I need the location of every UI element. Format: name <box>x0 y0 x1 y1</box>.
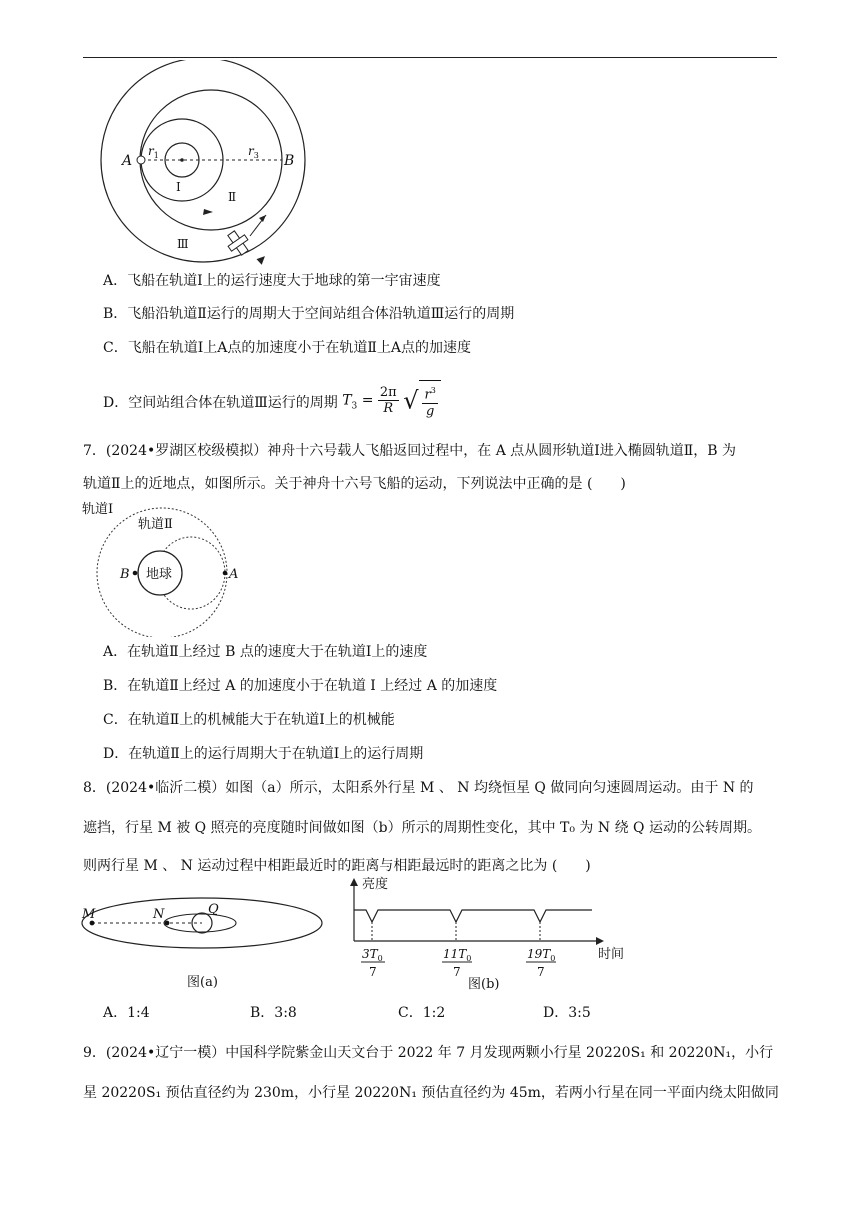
q7-option-b: B．在轨道Ⅱ上经过 A 的加速度小于在轨道 I 上经过 A 的加速度 <box>103 678 498 694</box>
label-orbit-3: Ⅲ <box>177 237 189 251</box>
q8-label-M: M <box>82 907 96 922</box>
q8-stem-line-3: 则两行星 M 、 N 运动过程中相距最近时的距离与相距最远时的距离之比为 ( ) <box>83 858 591 874</box>
q8-tick-1 <box>361 947 385 979</box>
q6-option-d <box>103 380 441 426</box>
q8-choice-c: C．1:2 <box>398 1005 446 1021</box>
q8-tick-3 <box>526 947 556 979</box>
q8-choices <box>103 1003 591 1023</box>
q8-label-Q: Q <box>208 902 219 917</box>
q7-stem-line-1: 7．(2024•罗湖区校级模拟）神舟十六号载人飞船返回过程中，在 A 点从圆形轨道Ⅰ进入椭圆轨道Ⅱ，B 为 <box>83 443 737 459</box>
q6-option-a: A．飞船在轨道Ⅰ上的运行速度大于地球的第一宇宙速度 <box>103 273 441 289</box>
q8-figure-b <box>340 876 640 996</box>
label-r3: $r_3$ <box>248 144 259 160</box>
q8-tick-2 <box>442 947 472 979</box>
q7-option-a: A．在轨道Ⅱ上经过 B 点的速度大于在轨道Ⅰ上的速度 <box>103 644 428 660</box>
svg-text:7: 7 <box>369 965 377 979</box>
q6-option-c: C．飞船在轨道Ⅰ上A点的加速度小于在轨道Ⅱ上A点的加速度 <box>103 340 471 356</box>
label-orbit-2: Ⅱ <box>228 190 237 204</box>
orbit-figure-q7 <box>80 497 260 637</box>
svg-text:11T0: $11T_0$ <box>443 947 472 963</box>
q8-caption-a: 图(a) <box>187 975 218 990</box>
q8-stem-line-1: 8．(2024•临沂二模）如图（a）所示，太阳系外行星 M 、 N 均绕恒星 Q 做同向匀速圆周运动。由于 N 的 <box>83 780 754 796</box>
q8-ylabel: 亮度 <box>362 877 389 892</box>
q7-earth-label: 地球 <box>146 567 173 582</box>
q7-option-c: C．在轨道Ⅱ上的机械能大于在轨道Ⅰ上的机械能 <box>103 712 395 728</box>
q6-option-b: B．飞船沿轨道Ⅱ运行的周期大于空间站组合体沿轨道Ⅲ运行的周期 <box>103 306 515 322</box>
q8-caption-b: 图(b) <box>468 977 500 992</box>
svg-text:7: 7 <box>453 965 461 979</box>
q7-orbit1-label: 轨道Ⅰ <box>82 502 114 517</box>
q7-stem-line-2: 轨道Ⅱ上的近地点，如图所示。关于神舟十六号飞船的运动，下列说法中正确的是 ( ) <box>83 476 626 492</box>
label-r1: $r_1$ <box>148 144 159 160</box>
q7-option-d: D．在轨道Ⅱ上的运行周期大于在轨道Ⅰ上的运行周期 <box>103 746 424 762</box>
svg-text:3T0: $3T_0$ <box>362 947 383 963</box>
orbit-figure-1 <box>100 60 310 270</box>
q6-formula: $T_3$ = $\frac{2\pi}{R}$ √ $\frac{r^3}{g}$ <box>342 380 441 426</box>
svg-text:7: 7 <box>537 965 545 979</box>
label-B: B <box>284 153 295 169</box>
header-rule <box>83 57 777 58</box>
q7-label-A: A <box>229 567 239 582</box>
q8-label-N: N <box>153 907 165 922</box>
label-A: A <box>122 153 133 169</box>
q8-stem-line-2: 遮挡，行星 M 被 Q 照亮的亮度随时间做如图（b）所示的周期性变化，其中 T₀ 为 N 绕 Q 运动的公转周期。 <box>83 820 761 836</box>
svg-text:19T0: $19T_0$ <box>527 947 556 963</box>
q8-choice-d: D．3:5 <box>543 1005 591 1021</box>
q8-choice-a: A．1:4 <box>103 1005 150 1021</box>
q7-label-B: B <box>120 567 130 582</box>
q9-stem-line-2: 星 20220S₁ 预估直径约为 230m，小行星 20220N₁ 预估直径约为 45m，若两小行星在同一平面内绕太阳做同 <box>83 1085 779 1101</box>
q7-orbit2-label: 轨道Ⅱ <box>138 517 173 532</box>
q8-figure-a <box>80 876 330 996</box>
q9-stem-line-1: 9．(2024•辽宁一模）中国科学院紫金山天文台于 2022 年 7 月发现两颗小行星 20220S₁ 和 20220N₁，小行 <box>83 1045 774 1061</box>
q6-option-d-text: D．空间站组合体在轨道Ⅲ运行的周期 <box>103 395 338 412</box>
q8-choice-b: B．3:8 <box>250 1005 297 1021</box>
q8-xlabel: 时间 <box>598 947 625 962</box>
label-orbit-1: Ⅰ <box>176 180 181 194</box>
